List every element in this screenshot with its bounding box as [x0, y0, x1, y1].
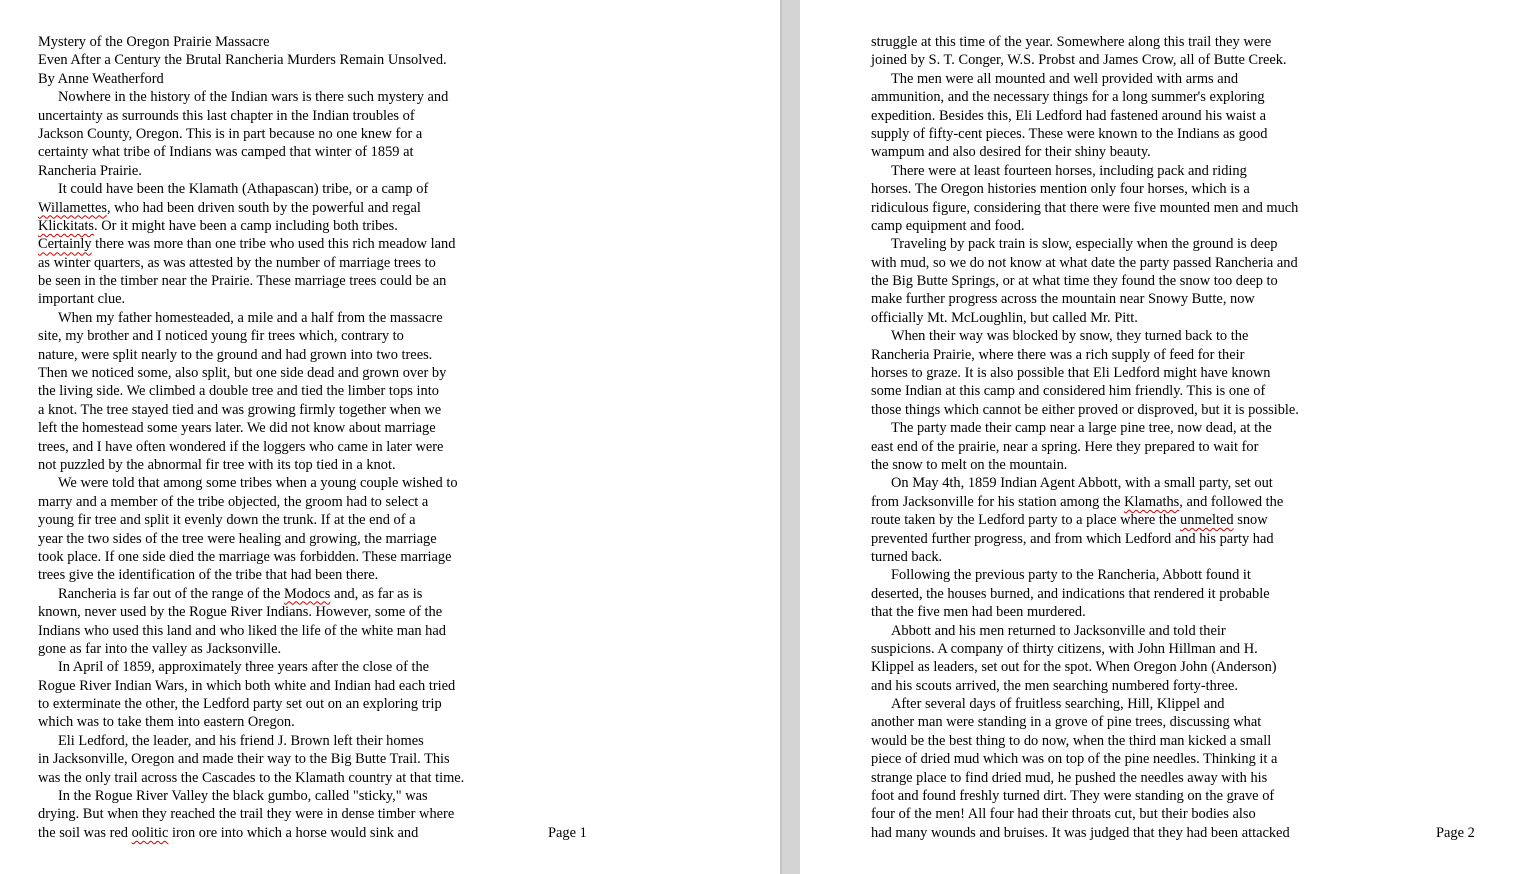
text-line: year the two sides of the tree were healing and growing, the marriage: [38, 530, 437, 547]
text-line: the living side. We climbed a double tree and tied the limber tops into: [38, 383, 439, 400]
document-page-2[interactable]: [800, 0, 1520, 874]
text-line: left the homestead some years later. We did not know about marriage: [38, 420, 436, 437]
text-line: would be the best thing to do now, when the third man kicked a small: [871, 732, 1272, 749]
text-line: By Anne Weatherford: [38, 70, 164, 87]
page-1-text[interactable]: [38, 33, 464, 842]
text-line: Certainly there was more than one tribe who used this rich meadow land: [38, 236, 456, 253]
text-line: site, my brother and I noticed young fir trees which, contrary to: [38, 328, 404, 345]
text-line: We were told that among some tribes when a young couple wished to: [58, 475, 458, 492]
text-line: and his scouts arrived, the men searching numbered forty-three.: [871, 677, 1238, 694]
text-line: Traveling by pack train is slow, especially when the ground is deep: [891, 236, 1278, 253]
text-line: took place. If one side died the marriage was forbidden. These marriage: [38, 548, 452, 565]
text-line: important clue.: [38, 291, 126, 308]
text-line: young fir tree and split it evenly down the trunk. If at the end of a: [38, 512, 416, 529]
text-line: another man were standing in a grove of pine trees, discussing what: [871, 714, 1262, 731]
text-line: Rancheria Prairie.: [38, 162, 142, 179]
text-line: trees, and I have often wondered if the loggers who came in later were: [38, 438, 444, 455]
spellcheck-flagged-word[interactable]: Willamettes: [38, 199, 107, 216]
spellcheck-flagged-word[interactable]: Certainly: [38, 236, 92, 253]
text-line: deserted, the houses burned, and indications that rendered it probable: [871, 585, 1270, 602]
text-line: marry and a member of the tribe objected, the groom had to select a: [38, 493, 429, 510]
text-line: four of the men! All four had their throats cut, but their bodies also: [871, 806, 1256, 823]
text-line: trees give the identification of the tribe that had been there.: [38, 567, 379, 584]
text-line: struggle at this time of the year. Somewhere along this trail they were: [871, 34, 1272, 50]
text-line: expedition. Besides this, Eli Ledford had fastened around his waist a: [871, 107, 1267, 124]
spellcheck-flagged-word[interactable]: unmelted: [1180, 512, 1234, 529]
text-line: Following the previous party to the Rancheria, Abbott found it: [891, 567, 1251, 584]
text-line: nature, were split nearly to the ground and had grown into two trees.: [38, 346, 433, 363]
text-line: joined by S. T. Conger, W.S. Probst and James Crow, all of Butte Creek.: [871, 52, 1287, 69]
text-line: Even After a Century the Brutal Rancheria Murders Remain Unsolved.: [38, 52, 447, 69]
text-line: Indians who used this land and who liked the life of the white man had: [38, 622, 446, 639]
page-number: Page 2: [1436, 825, 1475, 841]
spellcheck-flagged-word[interactable]: Modocs: [283, 585, 331, 602]
text-line: Rancheria is far out of the range of the Modocs and, as far as is: [58, 585, 423, 602]
text-line: turned back.: [871, 548, 943, 565]
text-line: to exterminate the other, the Ledford party set out on an exploring trip: [38, 696, 442, 713]
text-line: It could have been the Klamath (Athapascan) tribe, or a camp of: [58, 181, 429, 198]
text-line: not puzzled by the abnormal fir tree with its top tied in a knot.: [38, 456, 396, 473]
text-line: Abbott and his men returned to Jacksonville and told their: [891, 622, 1226, 639]
text-line: from Jacksonville for his station among the Klamaths, and followed the: [871, 493, 1284, 510]
text-line: Nowhere in the history of the Indian wars is there such mystery and: [58, 89, 449, 106]
text-line: On May 4th, 1859 Indian Agent Abbott, with a small party, set out: [891, 475, 1273, 492]
text-line: piece of dried mud which was on top of the pine needles. Thinking it a: [871, 751, 1278, 768]
page-number: Page 1: [548, 825, 587, 841]
text-line: Jackson County, Oregon. This is in part because no one knew for a: [38, 125, 423, 142]
spellcheck-flagged-word[interactable]: Klickitats: [38, 217, 94, 234]
text-line: known, never used by the Rogue River Indians. However, some of the: [38, 604, 443, 621]
text-line: wampum and also desired for their shiny beauty.: [871, 144, 1151, 161]
text-line: had many wounds and bruises. It was judged that they had been attacked: [871, 824, 1290, 841]
text-line: strange place to find dried mud, he pushed the needles away with his: [871, 769, 1268, 786]
text-line: There were at least fourteen horses, including pack and riding: [891, 162, 1247, 179]
text-line: with mud, so we do not know at what date the party passed Rancheria and: [871, 254, 1298, 271]
text-line: some Indian at this camp and considered him friendly. This is one of: [871, 383, 1266, 400]
text-line: east end of the prairie, near a spring. Here they prepared to wait for: [871, 438, 1259, 455]
text-line: The party made their camp near a large pine tree, now dead, at the: [891, 420, 1272, 437]
page-divider: [780, 0, 800, 874]
text-line: that the five men had been murdered.: [871, 604, 1086, 621]
text-line: After several days of fruitless searching, Hill, Klippel and: [891, 696, 1225, 713]
text-line: ridiculous figure, considering that there were five mounted men and much: [871, 199, 1299, 216]
text-line: In the Rogue River Valley the black gumbo, called "sticky," was: [58, 788, 428, 805]
spellcheck-flagged-word[interactable]: oolitic: [131, 824, 169, 841]
text-line: be seen in the timber near the Prairie. These marriage trees could be an: [38, 273, 447, 290]
text-line: a knot. The tree stayed tied and was growing firmly together when we: [38, 401, 442, 418]
text-line: When my father homesteaded, a mile and a half from the massacre: [58, 309, 443, 326]
spellcheck-flagged-word[interactable]: Klamaths: [1124, 493, 1180, 510]
text-line: Mystery of the Oregon Prairie Massacre: [38, 34, 270, 50]
text-line: in Jacksonville, Oregon and made their way to the Big Butte Trail. This: [38, 751, 450, 768]
text-line: route taken by the Ledford party to a place where the unmelted snow: [871, 512, 1268, 529]
text-line: suspicions. A company of thirty citizens, with John Hillman and H.: [871, 640, 1258, 657]
text-line: ammunition, and the necessary things for a long summer's exploring: [871, 89, 1265, 106]
text-line: Rogue River Indian Wars, in which both white and Indian had each tried: [38, 677, 456, 694]
text-line: the soil was red oolitic iron ore into which a horse would sink and: [38, 824, 419, 841]
text-line: the Big Butte Springs, or at what time they found the snow too deep to: [871, 273, 1278, 290]
page-2-text[interactable]: [871, 33, 1299, 842]
text-line: the snow to melt on the mountain.: [871, 456, 1068, 473]
text-line: uncertainty as surrounds this last chapter in the Indian troubles of: [38, 107, 415, 124]
text-line: horses to graze. It is also possible that Eli Ledford might have known: [871, 365, 1271, 382]
text-line: Klippel as leaders, set out for the spot. When Oregon John (Anderson): [871, 659, 1277, 676]
text-line: as winter quarters, as was attested by the number of marriage trees to: [38, 254, 436, 271]
text-line: which was to take them into eastern Oregon.: [38, 714, 295, 731]
text-line: Willamettes, who had been driven south by the powerful and regal: [38, 199, 421, 216]
text-line: Then we noticed some, also split, but one side dead and grown over by: [38, 365, 447, 382]
text-line: Rancheria Prairie, where there was a rich supply of feed for their: [871, 346, 1245, 363]
text-line: supply of fifty-cent pieces. These were known to the Indians as good: [871, 125, 1268, 142]
text-line: drying. But when they reached the trail they were in dense timber where: [38, 806, 455, 823]
text-line: Eli Ledford, the leader, and his friend J. Brown left their homes: [58, 732, 424, 749]
text-line: horses. The Oregon histories mention only four horses, which is a: [871, 181, 1250, 198]
text-line: certainty what tribe of Indians was camped that winter of 1859 at: [38, 144, 414, 161]
text-line: was the only trail across the Cascades to the Klamath country at that time.: [38, 769, 465, 786]
text-line: The men were all mounted and well provided with arms and: [891, 70, 1239, 87]
text-line: prevented further progress, and from which Ledford and his party had: [871, 530, 1274, 547]
text-line: foot and found freshly turned dirt. They were standing on the grave of: [871, 788, 1275, 805]
text-line: officially Mt. McLoughlin, but called Mr. Pitt.: [871, 309, 1138, 326]
text-line: In April of 1859, approximately three years after the close of the: [58, 659, 430, 676]
text-line: Klickitats. Or it might have been a camp including both tribes.: [38, 217, 398, 234]
text-line: make further progress across the mountain near Snowy Butte, now: [871, 291, 1255, 308]
text-line: camp equipment and food.: [871, 217, 1025, 234]
page-divider-edge: [780, 0, 782, 874]
text-line: When their way was blocked by snow, they turned back to the: [891, 328, 1249, 345]
text-line: those things which cannot be either proved or disproved, but it is possible.: [871, 401, 1299, 418]
text-line: gone as far into the valley as Jacksonville.: [38, 640, 282, 657]
